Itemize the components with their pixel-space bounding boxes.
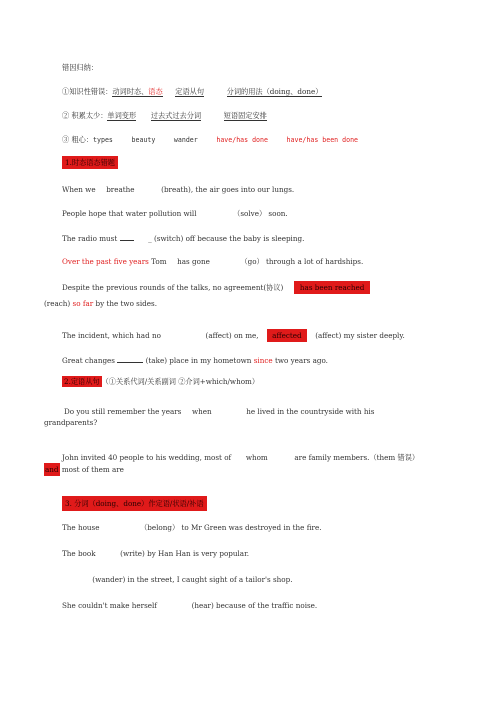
question-13: She couldn't make herself (hear) because of the traffic noise. — [62, 601, 318, 610]
answer-9-highlight: and — [45, 465, 59, 474]
question-8: Do you still remember the years when he lived in the countryside with his grandparents? — [44, 407, 375, 427]
cause-2-prefix: ② 积累太少： — [62, 111, 108, 120]
section-3-title: 3. 分词（doing、done）作定语/状语/补语 — [62, 496, 207, 511]
time-phrase-5: so far — [72, 299, 94, 308]
intro-heading: 错因归纳： — [62, 63, 98, 72]
cause-2-line — [62, 110, 267, 121]
cause-1-item-participle: 分词的用法（doing、done） — [226, 87, 323, 96]
cause-2-item-past-forms: 过去式过去分词 — [150, 111, 202, 120]
blank-3 — [120, 232, 134, 241]
question-10: The house （belong） to Mr Green was destroyed in the fire. — [62, 523, 322, 532]
section-1-heading — [62, 156, 118, 169]
question-2: People hope that water pollution will （solve） soon. — [62, 209, 288, 218]
question-7: Great changes (take) place in my hometown since two years ago. — [62, 356, 328, 365]
cause-3-word-beauty: beauty — [131, 136, 156, 144]
section-2-note: （①关系代词/关系副词 ②介词+which/whom） — [101, 377, 260, 386]
question-5-line-2: (reach) so far by the two sides. — [44, 299, 158, 308]
time-word-7: since — [253, 356, 273, 365]
answer-1: breathe — [106, 185, 135, 194]
question-6: The incident, which had no (affect) on me, affected (affect) my sister deeply. — [62, 331, 405, 340]
blank-7 — [117, 354, 143, 363]
cause-1-item-tense: 动词时态、语态 — [112, 87, 163, 96]
question-9: John invited 40 people to his wedding, most of whom are family members.（them 错误） and most of them are — [45, 453, 420, 474]
cause-3-word-have-done: have/has done — [216, 136, 268, 144]
answer-4: has gone — [177, 257, 210, 266]
section-3-heading — [62, 496, 207, 511]
section-2-heading — [62, 376, 259, 387]
question-1: When we breathe (breath), the air goes into our lungs. — [62, 185, 295, 194]
question-12: (wander) in the street, I caught sight of a tailor's shop. — [92, 575, 293, 584]
question-4: Over the past five years Tom has gone （go） through a lot of hardships. — [62, 257, 364, 266]
question-3: The radio must _ (switch) off because the baby is sleeping. — [62, 234, 305, 243]
time-phrase-4: Over the past five years — [62, 257, 149, 266]
section-2-title: 2.定语从句 — [64, 377, 100, 386]
section-1-title: 1.时态语态错题 — [62, 156, 118, 169]
cause-2-item-word-forms: 单词变形 — [107, 111, 137, 120]
question-5-line-1: Despite the previous rounds of the talks, no agreement(协议) has been reached — [62, 282, 370, 293]
cause-2-item-phrases: 短语固定安排 — [223, 111, 267, 120]
cause-3-line — [62, 134, 358, 146]
cause-3-word-types: types — [93, 136, 113, 144]
cause-3-word-wander: wander — [173, 136, 198, 144]
answer-8: when — [191, 407, 212, 416]
answer-6-highlight: affected — [267, 329, 306, 342]
cause-1-item-clause: 定语从句 — [175, 87, 205, 96]
answer-9: whom — [245, 453, 268, 462]
answer-5-highlight: has been reached — [294, 281, 370, 294]
question-11: The book (write) by Han Han is very popular. — [62, 549, 250, 558]
cause-3-prefix: ③ 粗心： — [62, 135, 94, 144]
cause-1-prefix: ①知识性错误： — [62, 87, 113, 96]
cause-3-word-have-been-done: have/has been done — [286, 136, 359, 144]
cause-1-line — [62, 86, 322, 97]
